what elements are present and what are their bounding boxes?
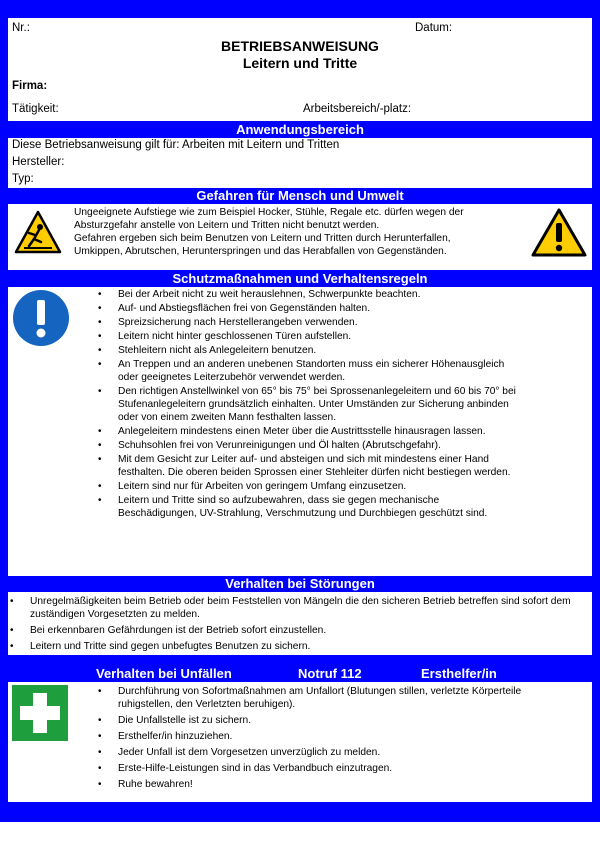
list-item: • Bei der Arbeit nicht zu weit herauslehnen, Schwerpunkte beachten. bbox=[98, 288, 518, 301]
list-item: • Den richtigen Anstellwinkel von 65° bis 75° bei Sprossenanlegeleitern und 60 bis 70° bei Stufenanlegeleitern grundsätzlich einhalten. Unter Umständen zur Sicherung anbinden oder von einem zweiten Mann festhalten lassen. bbox=[98, 385, 518, 424]
typ-label: Typ: bbox=[12, 173, 34, 185]
unfaelle-box bbox=[8, 682, 592, 802]
schutzmassnahmen-list bbox=[98, 288, 518, 521]
list-item: • Anlegeleitern mindestens einen Meter über die Austrittsstelle hinausragen lassen. bbox=[98, 425, 518, 438]
stoerungen-list bbox=[10, 595, 588, 654]
anwendungsbereich-box bbox=[8, 138, 592, 188]
list-item: • Mit dem Gesicht zur Leiter auf- und absteigen und sich mit mindestens einer Hand festhalten. Die oberen beiden Sprossen einer Stehleiter dürfen nicht bestiegen werden. bbox=[98, 453, 518, 479]
list-item: • Schuhsohlen frei von Verunreinigungen und Öl halten (Abrutschgefahr). bbox=[98, 439, 518, 452]
hersteller-label: Hersteller: bbox=[12, 156, 65, 168]
anwendungsbereich-text: Diese Betriebsanweisung gilt für: Arbeiten mit Leitern und Tritten bbox=[12, 139, 340, 151]
list-item: • Ruhe bewahren! bbox=[98, 778, 578, 791]
list-item: • Unregelmäßigkeiten beim Betrieb oder beim Feststellen von Mängeln die den sicheren Betrieb betreffen sind sofort dem zuständigen Vorgesetzten zu melden. bbox=[10, 595, 588, 621]
list-item: • Durchführung von Sofortmaßnahmen am Unfallort (Blutungen stillen, verletzte Körperteile ruhigstellen, den Verletzten beruhigen). bbox=[98, 685, 578, 711]
list-item: • Leitern sind nur für Arbeiten von geringem Umfang einzusetzen. bbox=[98, 480, 518, 493]
notruf-label: Notruf 112 bbox=[298, 666, 362, 681]
firma-label: Firma: bbox=[12, 80, 48, 92]
list-item: • Die Unfallstelle ist zu sichern. bbox=[98, 714, 578, 727]
list-item: • Leitern und Tritte sind so aufzubewahren, dass sie gegen mechanische Beschädigungen, UV-Strahlung, Verschmutzung und Durchbiegen geschützt sind. bbox=[98, 494, 518, 520]
list-item: • Leitern nicht hinter geschlossenen Türen aufstellen. bbox=[98, 330, 518, 343]
unfaelle-list bbox=[98, 685, 578, 792]
stoerungen-box bbox=[8, 592, 592, 655]
section-heading-stoerungen: Verhalten bei Störungen bbox=[225, 576, 375, 591]
list-item: • Jeder Unfall ist dem Vorgesetzen unverzüglich zu melden. bbox=[98, 746, 578, 759]
list-item: • Ersthelfer/in hinzuziehen. bbox=[98, 730, 578, 743]
arbeitsbereich-label: Arbeitsbereich/-platz: bbox=[303, 103, 412, 115]
schutzmassnahmen-box bbox=[8, 287, 592, 576]
gefahren-line: Ungeeignete Aufstiege wie zum Beispiel Hocker, Stühle, Regale etc. dürfen wegen der bbox=[74, 207, 464, 218]
gefahren-box bbox=[8, 204, 592, 270]
gefahren-line: Umkippen, Abrutschen, Herunterspringen und das Herabfallen von Gegenständen. bbox=[74, 246, 447, 257]
list-item: • Auf- und Abstiegsflächen frei von Gegenständen halten. bbox=[98, 302, 518, 315]
fall-hazard-warning-icon bbox=[14, 210, 62, 254]
unfaelle-heading: Verhalten bei Unfällen bbox=[96, 666, 232, 681]
list-item: • Bei erkennbaren Gefährdungen ist der Betrieb sofort einzustellen. bbox=[10, 624, 588, 637]
gefahren-text bbox=[74, 206, 529, 258]
nr-label: Nr.: bbox=[12, 22, 30, 34]
list-item: • Erste-Hilfe-Leistungen sind in das Verbandbuch einzutragen. bbox=[98, 762, 578, 775]
general-warning-icon bbox=[531, 208, 587, 258]
list-item: • Spreizsicherung nach Herstellerangeben verwenden. bbox=[98, 316, 518, 329]
section-heading-schutzmassnahmen: Schutzmaßnahmen und Verhaltensregeln bbox=[172, 271, 428, 286]
ersthelfer-label: Ersthelfer/in bbox=[421, 666, 497, 681]
title-line-1: BETRIEBSANWEISUNG bbox=[221, 38, 379, 54]
taetigkeit-label: Tätigkeit: bbox=[12, 103, 59, 115]
datum-label: Datum: bbox=[415, 22, 453, 34]
page-title bbox=[8, 38, 592, 72]
gefahren-line: Gefahren ergeben sich beim Benutzen von Leitern und Tritten durch Herunterfallen, bbox=[74, 233, 451, 244]
header-box bbox=[8, 18, 592, 121]
list-item: • Stehleitern nicht als Anlegeleitern benutzen. bbox=[98, 344, 518, 357]
list-item: • An Treppen und an anderen unebenen Standorten muss ein sicherer Höhenausgleich oder geeignetes Leiterzubehör verwendet werden. bbox=[98, 358, 518, 384]
mandatory-instruction-icon bbox=[12, 289, 70, 347]
list-item: • Leitern und Tritte sind gegen unbefugtes Benutzen zu sichern. bbox=[10, 640, 588, 653]
first-aid-icon bbox=[12, 685, 68, 741]
section-heading-anwendungsbereich: Anwendungsbereich bbox=[236, 122, 364, 137]
title-line-2: Leitern und Tritte bbox=[242, 55, 358, 71]
gefahren-line: Absturzgefahr anstelle von Leitern und Tritten nicht benutzt werden. bbox=[74, 220, 380, 231]
section-heading-gefahren: Gefahren für Mensch und Umwelt bbox=[196, 188, 404, 203]
